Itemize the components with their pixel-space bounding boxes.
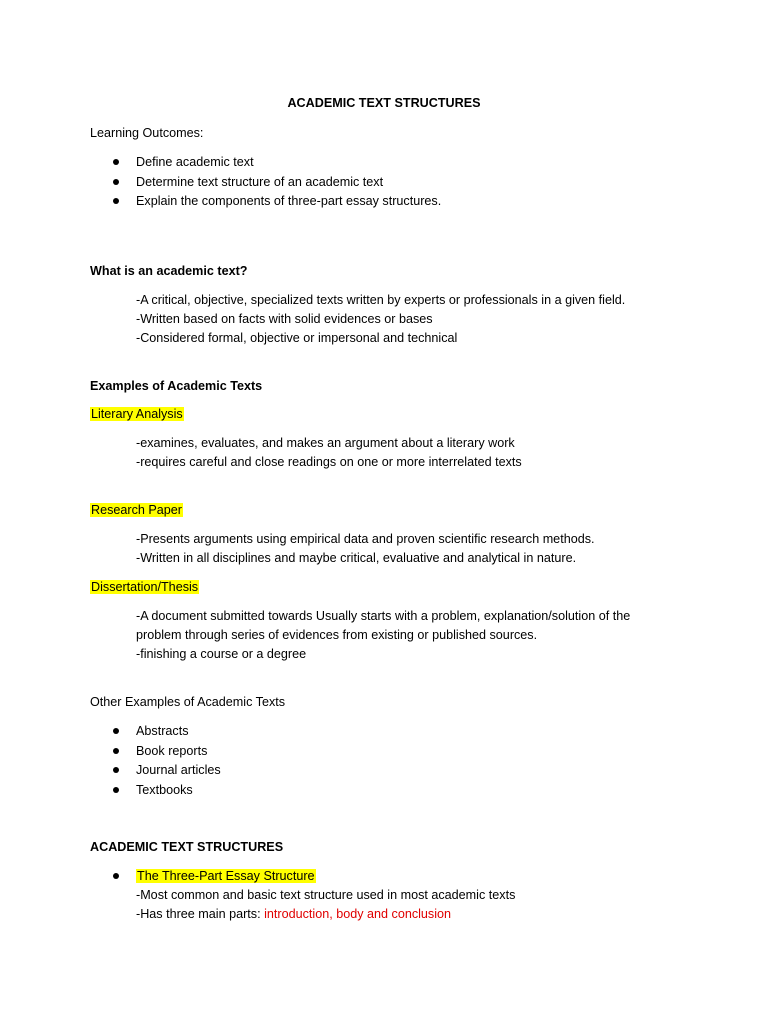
list-item: Define academic text	[90, 153, 441, 173]
dissertation-line: problem through series of evidences from existing or published sources.	[136, 628, 538, 642]
structure-line-prefix: -Has three main parts:	[136, 907, 265, 921]
learning-outcomes-label: Learning Outcomes:	[90, 126, 204, 140]
red-emphasis: introduction, body and conclusion	[264, 907, 452, 921]
research-line: -Presents arguments using empirical data and proven scientific research methods.	[136, 532, 595, 546]
highlighted-label: Dissertation/Thesis	[91, 580, 199, 594]
list-item: Journal articles	[90, 761, 221, 781]
research-paper-label	[90, 501, 183, 520]
page-title: ACADEMIC TEXT STRUCTURES	[287, 96, 481, 110]
highlighted-label: Literary Analysis	[91, 407, 183, 421]
dissertation-label	[90, 578, 199, 597]
what-is-line: -Written based on facts with solid evidences or bases	[136, 312, 433, 326]
literary-analysis-label	[90, 405, 184, 424]
list-item: Abstracts	[90, 722, 221, 742]
list-item: Book reports	[90, 742, 221, 762]
list-item	[90, 867, 316, 887]
examples-heading: Examples of Academic Texts	[90, 379, 263, 393]
structure-line: -Most common and basic text structure used in most academic texts	[136, 888, 516, 902]
structures-heading: ACADEMIC TEXT STRUCTURES	[90, 840, 284, 854]
learning-outcomes-list	[90, 153, 441, 212]
dissertation-line: -A document submitted towards Usually starts with a problem, explanation/solution of the	[136, 609, 631, 623]
literary-line: -examines, evaluates, and makes an argument about a literary work	[136, 436, 515, 450]
what-is-line: -Considered formal, objective or impersonal and technical	[136, 331, 458, 345]
structures-list	[90, 867, 316, 887]
what-is-heading: What is an academic text?	[90, 264, 248, 278]
literary-line: -requires careful and close readings on one or more interrelated texts	[136, 455, 522, 469]
what-is-line: -A critical, objective, specialized texts written by experts or professionals in a given field.	[136, 293, 626, 307]
highlighted-label: Research Paper	[91, 503, 183, 517]
other-examples-heading: Other Examples of Academic Texts	[90, 695, 286, 709]
highlighted-label: The Three-Part Essay Structure	[137, 869, 315, 883]
structure-line	[136, 905, 451, 924]
list-item: Textbooks	[90, 781, 221, 801]
list-item: Explain the components of three-part essay structures.	[90, 192, 441, 212]
dissertation-line: -finishing a course or a degree	[136, 647, 307, 661]
list-item: Determine text structure of an academic text	[90, 173, 441, 193]
research-line: -Written in all disciplines and maybe critical, evaluative and analytical in nature.	[136, 551, 577, 565]
other-examples-list	[90, 722, 221, 800]
